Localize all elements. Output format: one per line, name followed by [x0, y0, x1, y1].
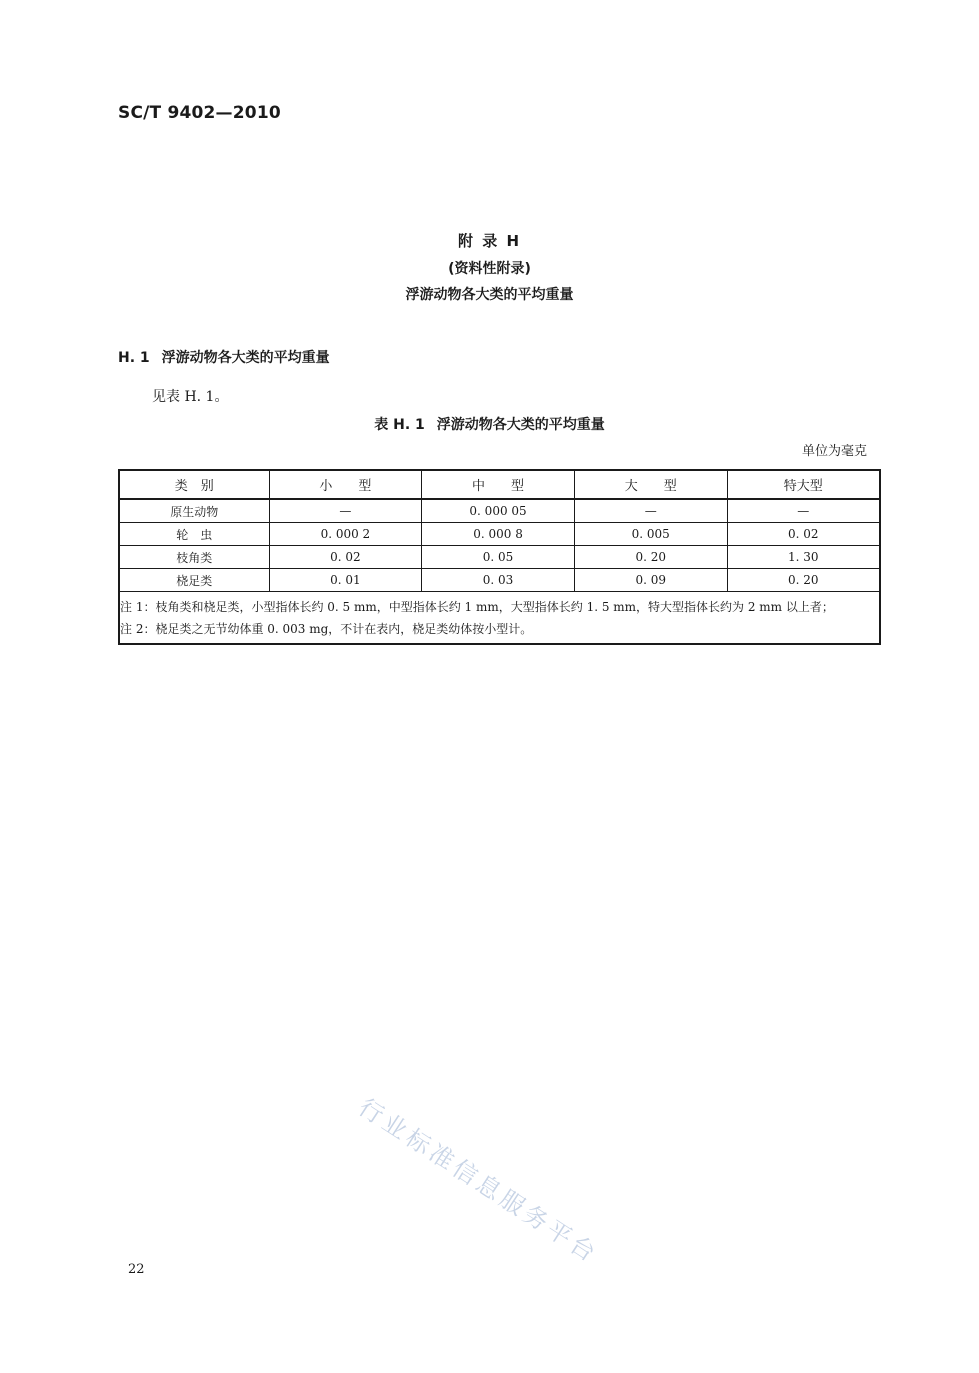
- table-note: 注 1：枝角类和桡足类，小型指体长约 0. 5 mm，中型指体长约 1 mm，大型指体长约 1. 5 mm，特大型指体长约为 2 mm 以上者；: [120, 600, 834, 614]
- table-notes-row: [119, 592, 880, 645]
- table-row: [119, 523, 880, 546]
- appendix-title: 附 录 H: [458, 232, 521, 250]
- cell-medium: 0. 05: [422, 546, 575, 569]
- section-heading: [118, 347, 330, 367]
- cell-xlarge: 0. 02: [727, 523, 880, 546]
- header-xlarge: 特大型: [727, 470, 880, 499]
- cell-medium: 0. 000 8: [422, 523, 575, 546]
- standard-code: SC/T 9402—2010: [118, 103, 281, 123]
- table-caption-title: 浮游动物各大类的平均重量: [436, 417, 605, 433]
- table-header-row: [119, 470, 880, 499]
- appendix-type: (资料性附录): [448, 261, 531, 277]
- table-caption-number: 表 H. 1: [374, 417, 425, 433]
- cell-xlarge: —: [727, 499, 880, 523]
- cell-small: 0. 01: [269, 569, 422, 592]
- cell-medium: 0. 000 05: [422, 499, 575, 523]
- cell-category: 枝角类: [119, 546, 269, 569]
- header-medium: 中 型: [422, 470, 575, 499]
- header-category: 类 别: [119, 470, 269, 499]
- section-number: H. 1: [118, 350, 150, 366]
- page-number: 22: [128, 1262, 145, 1277]
- header-large: 大 型: [574, 470, 727, 499]
- table-row: [119, 569, 880, 592]
- table-caption: [0, 414, 979, 434]
- table-notes: [119, 592, 880, 645]
- cell-medium: 0. 03: [422, 569, 575, 592]
- cell-large: —: [574, 499, 727, 523]
- cell-xlarge: 1. 30: [727, 546, 880, 569]
- cell-small: —: [269, 499, 422, 523]
- table-row: [119, 546, 880, 569]
- watermark: 行业标准信息服务平台: [353, 1093, 604, 1270]
- section-title: 浮游动物各大类的平均重量: [161, 350, 330, 366]
- appendix-subject: 浮游动物各大类的平均重量: [405, 287, 574, 303]
- cell-large: 0. 005: [574, 523, 727, 546]
- cell-large: 0. 20: [574, 546, 727, 569]
- cell-xlarge: 0. 20: [727, 569, 880, 592]
- table-note: 注 2：桡足类之无节幼体重 0. 003 mg，不计在表内，桡足类幼体按小型计。: [120, 622, 533, 636]
- weight-table: [118, 469, 881, 645]
- cell-category: 轮 虫: [119, 523, 269, 546]
- cell-small: 0. 02: [269, 546, 422, 569]
- table-reference-text: 见表 H. 1。: [152, 389, 229, 405]
- cell-category: 原生动物: [119, 499, 269, 523]
- header-small: 小 型: [269, 470, 422, 499]
- unit-label: 单位为毫克: [801, 444, 867, 459]
- cell-category: 桡足类: [119, 569, 269, 592]
- table-row: [119, 499, 880, 523]
- cell-small: 0. 000 2: [269, 523, 422, 546]
- cell-large: 0. 09: [574, 569, 727, 592]
